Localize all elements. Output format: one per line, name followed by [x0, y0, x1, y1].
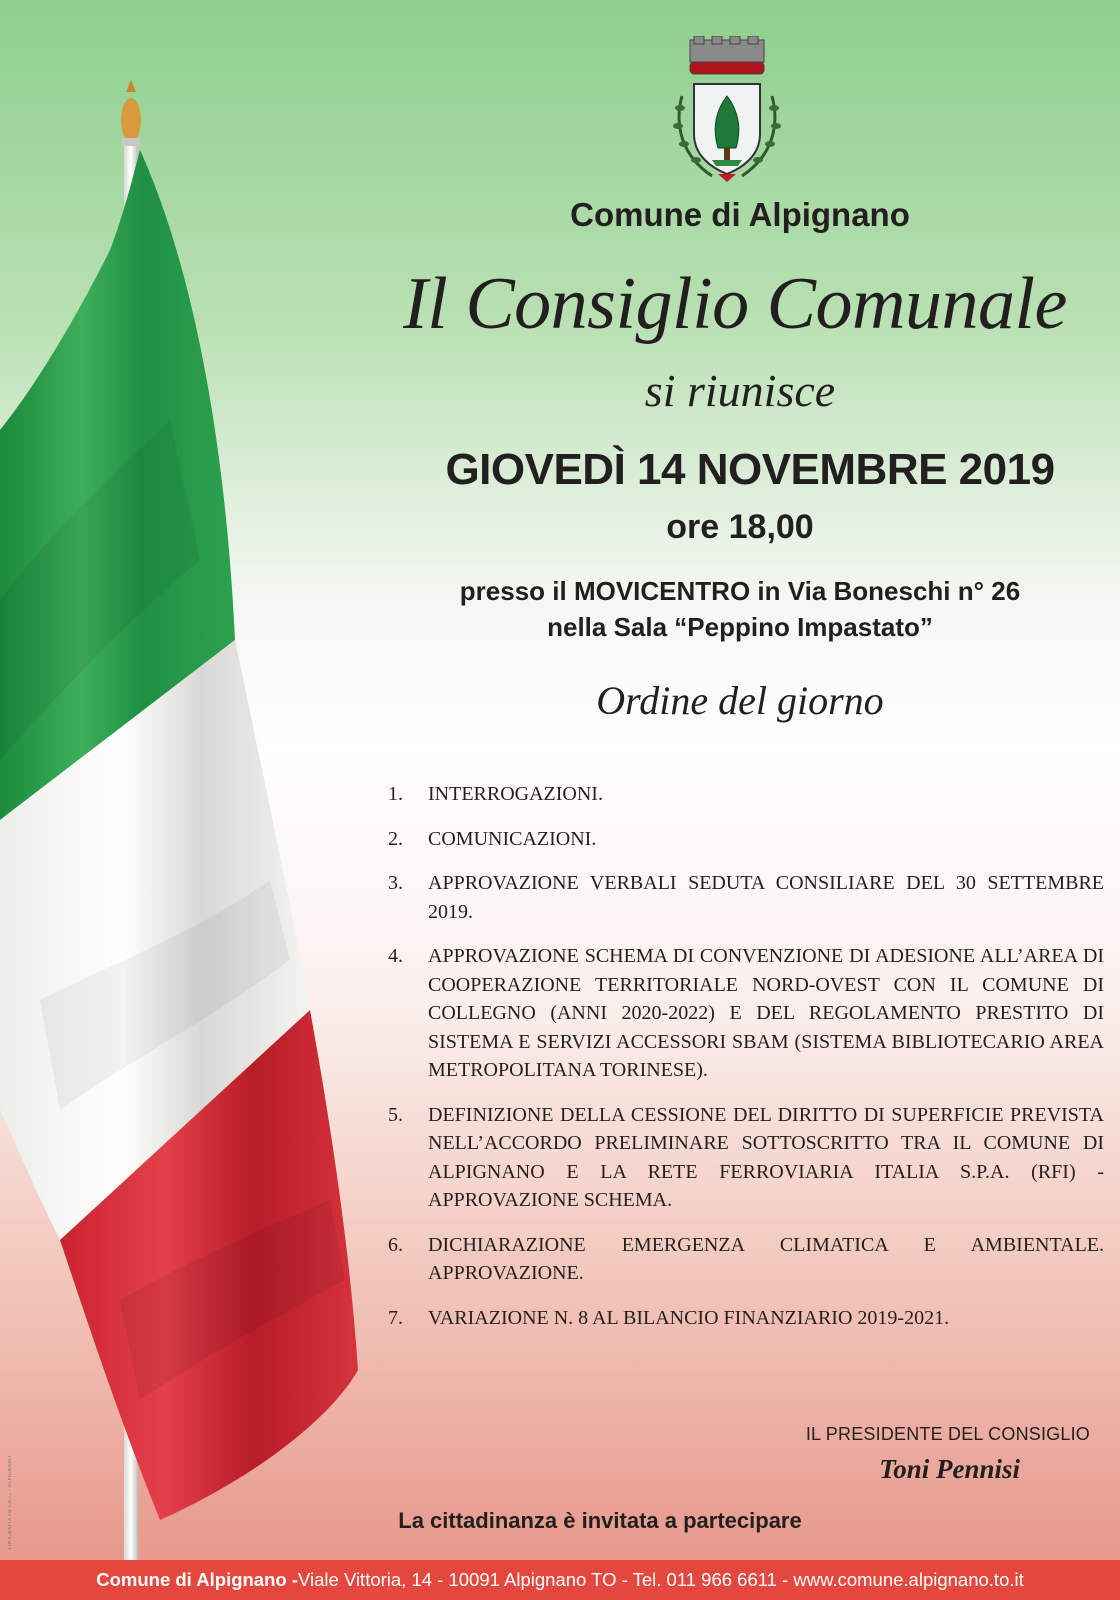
agenda-item — [376, 869, 1104, 926]
footer-contacts: Viale Vittoria, 14 - 10091 Alpignano TO - Tel. 011 966 6611 - www.comune.alpignano.to.it — [298, 1569, 1024, 1590]
page-subtitle: si riunisce — [644, 365, 836, 416]
agenda-item-number: 6. — [388, 1233, 403, 1256]
italian-flag-image — [0, 0, 380, 1560]
agenda-item-text: VARIAZIONE N. 8 AL BILANCIO FINANZIARIO 2019-2021. — [428, 1306, 950, 1329]
meeting-place-line2: nella Sala “Peppino Impastato” — [547, 612, 933, 642]
meeting-time: ore 18,00 — [666, 508, 814, 546]
agenda-item-number: 4. — [388, 945, 403, 967]
agenda-item — [376, 780, 1104, 809]
footer-bar — [0, 1560, 1120, 1600]
coat-of-arms-icon — [672, 36, 782, 186]
agenda-item-number: 2. — [388, 827, 403, 850]
agenda-item — [376, 1231, 1104, 1288]
agenda-item — [376, 1304, 1104, 1333]
agenda-item-number: 1. — [388, 783, 403, 805]
agenda-item — [376, 825, 1104, 854]
agenda-item-text: DICHIARAZIONE EMERGENZA CLIMATICA E AMBIENTALE. APPROVAZIONE. — [428, 1233, 1104, 1284]
agenda-item-text: COMUNICAZIONI. — [428, 827, 597, 850]
agenda-item-text: INTERROGAZIONI. — [428, 783, 603, 805]
meeting-date: GIOVEDÌ 14 NOVEMBRE 2019 — [445, 445, 1055, 494]
agenda-heading: Ordine del giorno — [596, 678, 884, 723]
agenda-item-text: APPROVAZIONE VERBALI SEDUTA CONSILIARE DEL 30 SETTEMBRE 2019. — [428, 872, 1104, 923]
agenda-item-number: 5. — [388, 1103, 403, 1126]
agenda-item-number: 3. — [388, 872, 403, 894]
invitation-text: La cittadinanza è invitata a partecipare — [398, 1508, 802, 1533]
municipality-name: Comune di Alpignano — [570, 196, 910, 233]
page-title: Il Consiglio Comunale — [403, 263, 1067, 345]
agenda-list — [376, 780, 1104, 1348]
agenda-item — [376, 1101, 1104, 1215]
agenda-item-text: APPROVAZIONE SCHEMA DI CONVENZIONE DI ADESIONE ALL’AREA DI COOPERAZIONE TERRITORIALE NORD-OVEST CON IL COMUNE DI COLLEGNO (ANNI 2020-2022) E DEL REGOLAMENTO PRESTITO DI SISTEMA E SERVIZI ACCESSORI SBAM (SISTEMA BIBLIOTECARIO AREA METROPOLITANA TORINESE). — [428, 945, 1104, 1081]
agenda-item-number: 7. — [388, 1306, 403, 1329]
meeting-place — [380, 573, 1100, 645]
agenda-item — [376, 942, 1104, 1085]
footer-name: Comune di Alpignano - — [96, 1569, 298, 1590]
president-role: IL PRESIDENTE DEL CONSIGLIO — [805, 1424, 1090, 1444]
agenda-item-text: DEFINIZIONE DELLA CESSIONE DEL DIRITTO DI SUPERFICIE PREVISTA NELL’ACCORDO PRELIMINARE SOTTOSCRITTO TRA IL COMUNE DI ALPIGNANO E LA RETE FERROVIARIA ITALIA S.P.A. (RFI) - APPROVAZIONE SCHEMA. — [428, 1103, 1104, 1211]
meeting-place-line1: presso il MOVICENTRO in Via Boneschi n° 26 — [459, 576, 1021, 606]
president-name: Toni Pennisi — [879, 1454, 1020, 1484]
printer-note: TIPOGRAFIA FB S.N.C. - ALPIGNANO — [8, 1455, 13, 1550]
